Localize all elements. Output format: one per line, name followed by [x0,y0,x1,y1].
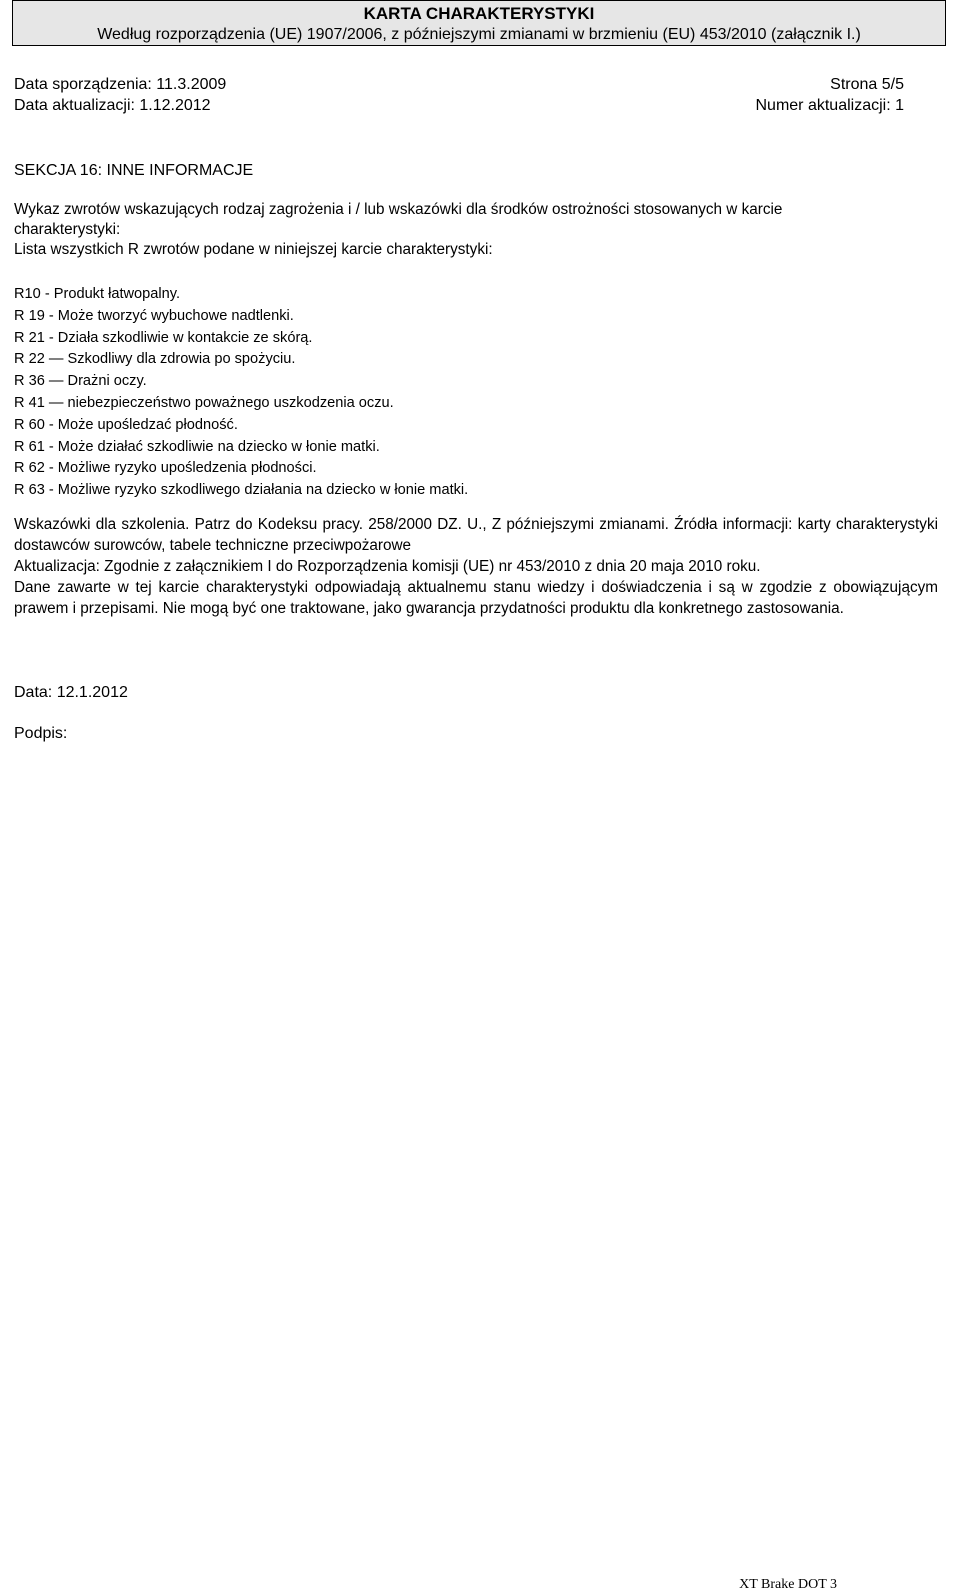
r-phrase-item: R 19 - Może tworzyć wybuchowe nadtlenki. [14,307,294,324]
intro-line: charakterystyki: [14,221,121,238]
update-note: Aktualizacja: Zgodnie z załącznikiem I do Rozporządzenia komisji (UE) nr 453/2010 z dnia 20 maja 2010 roku. [14,558,761,575]
intro-line: Lista wszystkich R zwrotów podane w niniejszej karcie charakterystyki: [14,241,493,258]
r-phrase-item: R 21 - Działa szkodliwie w kontakcie ze skórą. [14,329,313,346]
r-phrase-item: R10 - Produkt łatwopalny. [14,286,181,302]
creation-date: Data sporządzenia: 11.3.2009 [14,76,227,93]
footer-product-name: XT Brake DOT 3 [739,1577,837,1592]
training-info: Wskazówki dla szkolenia. Patrz do Kodeksu pracy. 258/2000 DZ. U., Z późniejszymi zmianami. Źródła informacji: karty charakterystyki dostawców surowców, tabele techniczne przeciwpożarowe [14,516,938,554]
signature-date: Data: 12.1.2012 [14,684,128,701]
regulation-subtitle: Według rozporządzenia (UE) 1907/2006, z późniejszymi zmianami w brzmieniu (EU) 453/2010 (załącznik I.) [97,26,861,43]
disclaimer: Dane zawarte w tej karcie charakterystyki odpowiadają aktualnemu stanu wiedzy i doświadczenia i są w zgodzie z obowiązującym prawem i przepisami. Nie mogą być one traktowane, jako gwarancja przydatności produktu dla konkretnego zastosowania. [14,579,938,617]
revision-number: Numer aktualizacji: 1 [755,97,904,114]
r-phrase-item: R 60 - Może upośledzać płodność. [14,416,238,433]
r-phrase-item: R 22 — Szkodliwy dla zdrowia po spożyciu. [14,351,296,368]
document-title: KARTA CHARAKTERYSTYKI [363,4,595,23]
r-phrase-item: R 41 — niebezpieczeństwo poważnego uszkodzenia oczu. [14,394,394,411]
section-intro [14,200,938,260]
document-header [12,0,946,46]
update-date: Data aktualizacji: 1.12.2012 [14,97,211,114]
additional-info [14,514,938,619]
r-phrase-item: R 63 - Możliwe ryzyko szkodliwego działania na dziecko w łonie matki. [14,482,469,499]
r-phrase-list [14,284,938,502]
r-phrase-item: R 62 - Możliwe ryzyko upośledzenia płodności. [14,460,317,477]
r-phrase-item: R 36 — Drażni oczy. [14,373,147,390]
signature-label: Podpis: [14,725,68,742]
page-number: Strona 5/5 [830,76,904,93]
intro-line: Wykaz zwrotów wskazujących rodzaj zagrożenia i / lub wskazówki dla środków ostrożności stosowanych w karcie [14,201,783,218]
section-title: SEKCJA 16: INNE INFORMACJE [14,162,254,179]
r-phrase-item: R 61 - Może działać szkodliwie na dziecko w łonie matki. [14,438,380,455]
